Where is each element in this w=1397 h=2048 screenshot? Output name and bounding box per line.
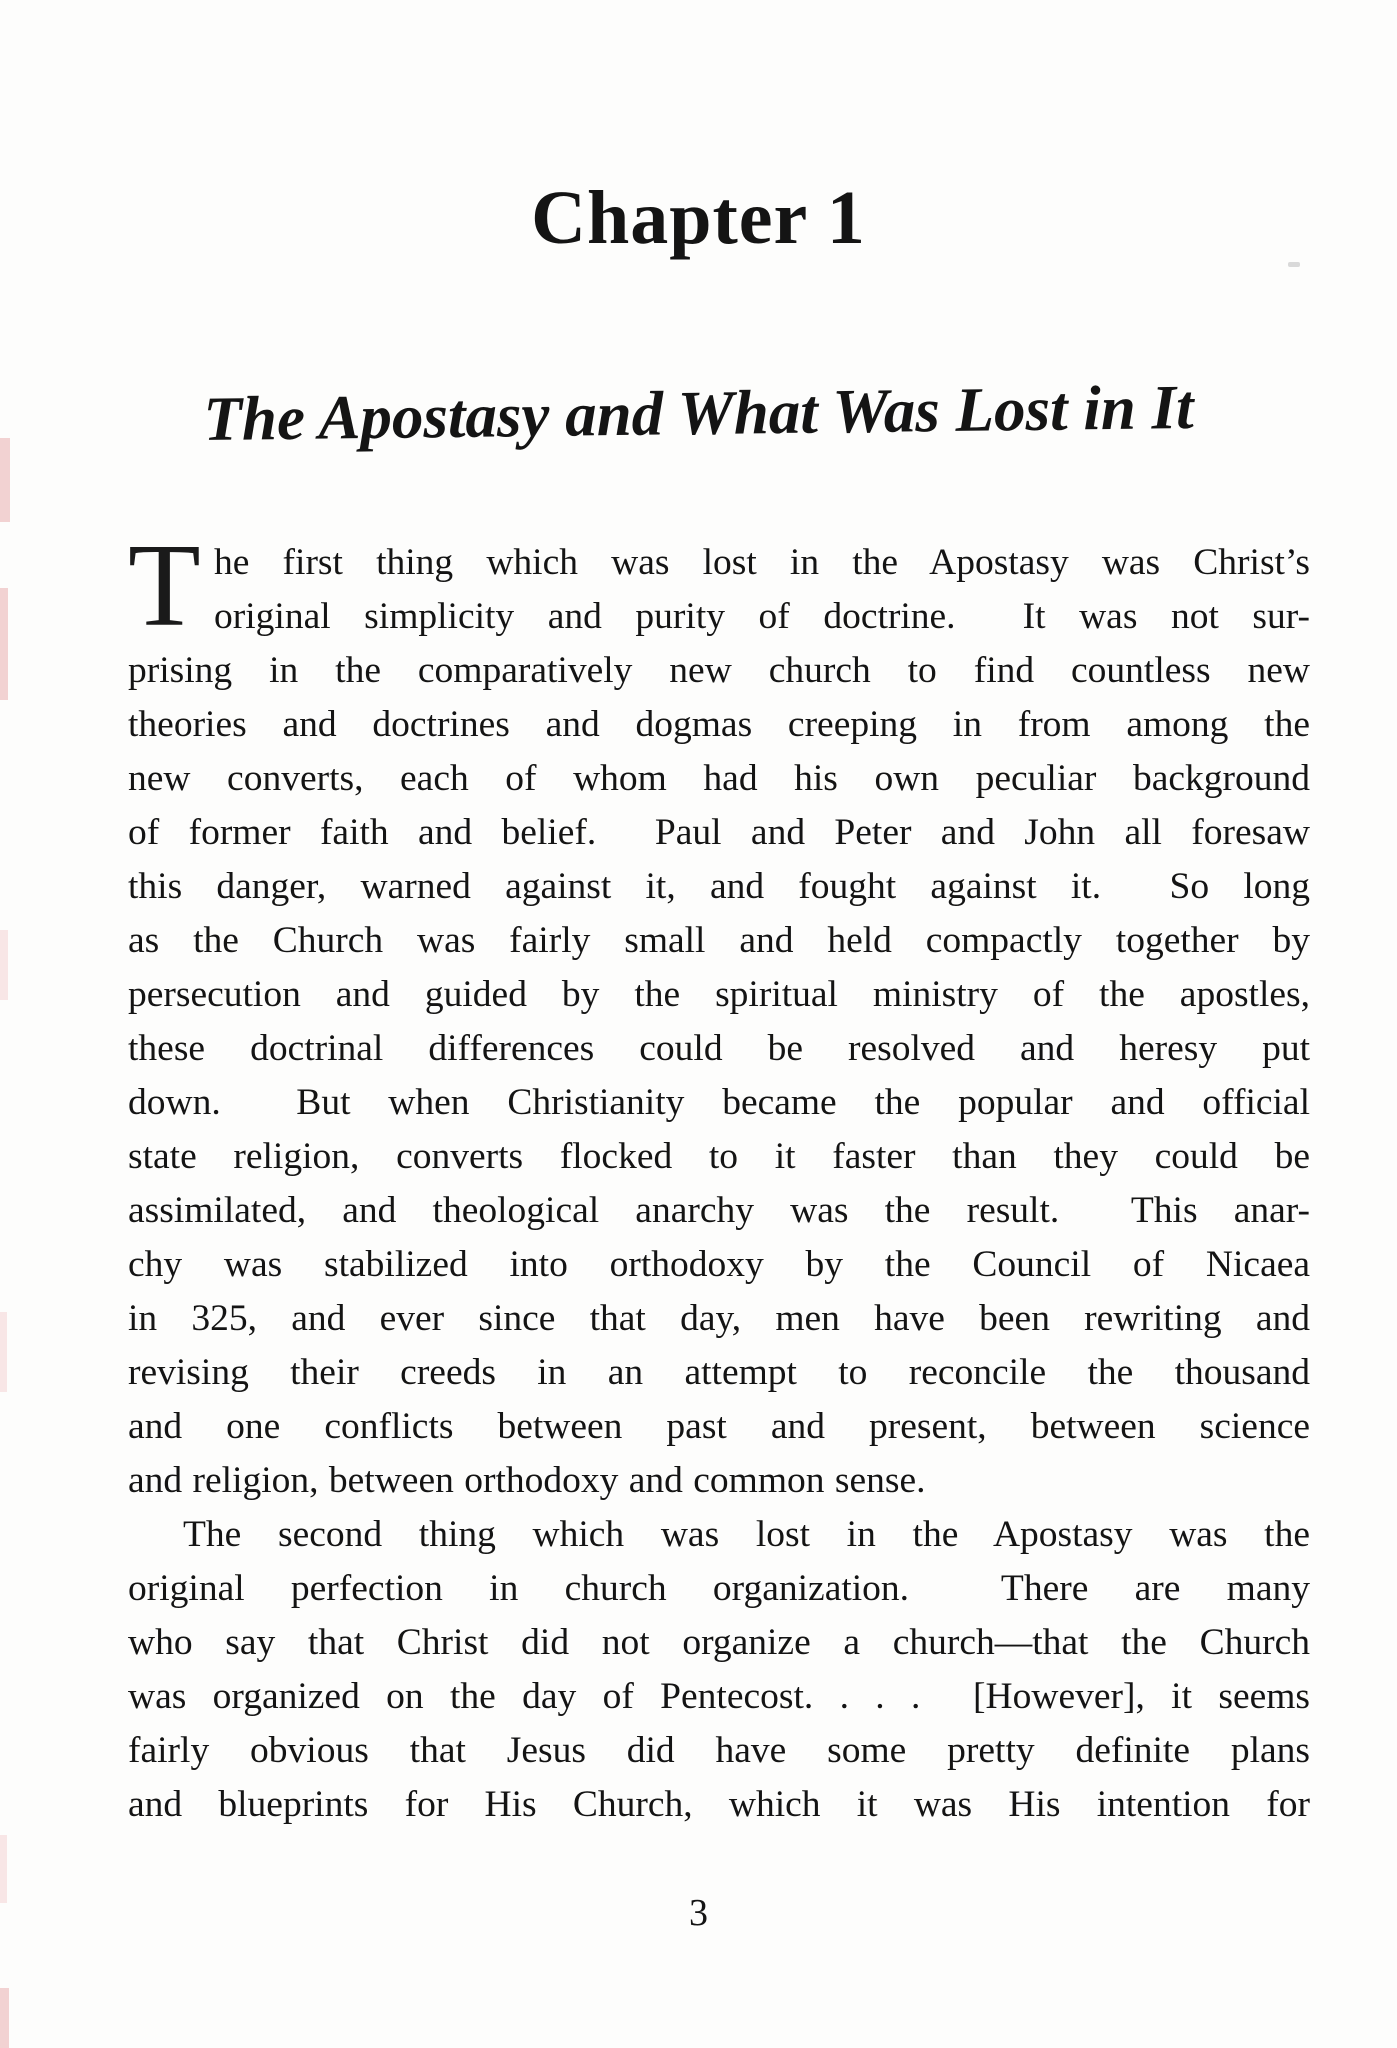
- body-line: original simplicity and purity of doctrine. It was not sur-: [214, 596, 1310, 637]
- scan-speck: [1288, 262, 1300, 267]
- scan-edge-artifact: [0, 1988, 9, 2048]
- scan-edge-artifact: [0, 1312, 7, 1392]
- body-line: theories and doctrines and dogmas creeping in from among the: [128, 704, 1310, 745]
- body-line: and blueprints for His Church, which it was His intention for: [128, 1784, 1310, 1825]
- body-line: fairly obvious that Jesus did have some pretty definite plans: [128, 1730, 1310, 1771]
- body-line: assimilated, and theological anarchy was the result. This anar-: [128, 1190, 1310, 1231]
- body-line: as the Church was fairly small and held compactly together by: [128, 920, 1310, 961]
- body-line: and one conflicts between past and present, between science: [128, 1406, 1310, 1447]
- chapter-heading: Chapter 1: [531, 176, 866, 260]
- paragraph-1-head: [128, 519, 1310, 651]
- body-line: of former faith and belief. Paul and Peter and John all foresaw: [128, 812, 1310, 853]
- scan-edge-artifact: [0, 930, 8, 1000]
- body-line: in 325, and ever since that day, men have been rewriting and: [128, 1298, 1310, 1339]
- page-number: 3: [689, 1892, 708, 1934]
- body-line: who say that Christ did not organize a church—that the Church: [128, 1622, 1310, 1663]
- body-line: The second thing which was lost in the Apostasy was the: [183, 1514, 1310, 1555]
- body-line: chy was stabilized into orthodoxy by the Council of Nicaea: [128, 1244, 1310, 1285]
- body-line: and religion, between orthodoxy and common sense.: [128, 1460, 926, 1501]
- body-line: original perfection in church organization. There are many: [128, 1568, 1310, 1609]
- paragraph-1: [128, 644, 1310, 1508]
- chapter-subtitle: The Apostasy and What Was Lost in It: [203, 371, 1194, 455]
- paragraph-2: [128, 1508, 1310, 1832]
- body-line: revising their creeds in an attempt to reconcile the thousand: [128, 1352, 1310, 1393]
- body-line: this danger, warned against it, and fought against it. So long: [128, 866, 1310, 907]
- body-line: was organized on the day of Pentecost. . . . [However], it seems: [128, 1676, 1310, 1717]
- body-line: prising in the comparatively new church to find countless new: [128, 650, 1310, 691]
- body-line: state religion, converts flocked to it faster than they could be: [128, 1136, 1310, 1177]
- drop-cap: T: [128, 519, 201, 651]
- body-line: persecution and guided by the spiritual ministry of the apostles,: [128, 974, 1310, 1015]
- scan-edge-artifact: [0, 588, 8, 700]
- body-line: new converts, each of whom had his own peculiar background: [128, 758, 1310, 799]
- body-line: these doctrinal differences could be resolved and heresy put: [128, 1028, 1310, 1069]
- body-line: he first thing which was lost in the Apostasy was Christ’s: [214, 542, 1310, 583]
- body-text: [128, 519, 1310, 1832]
- body-line: down. But when Christianity became the popular and official: [128, 1082, 1310, 1123]
